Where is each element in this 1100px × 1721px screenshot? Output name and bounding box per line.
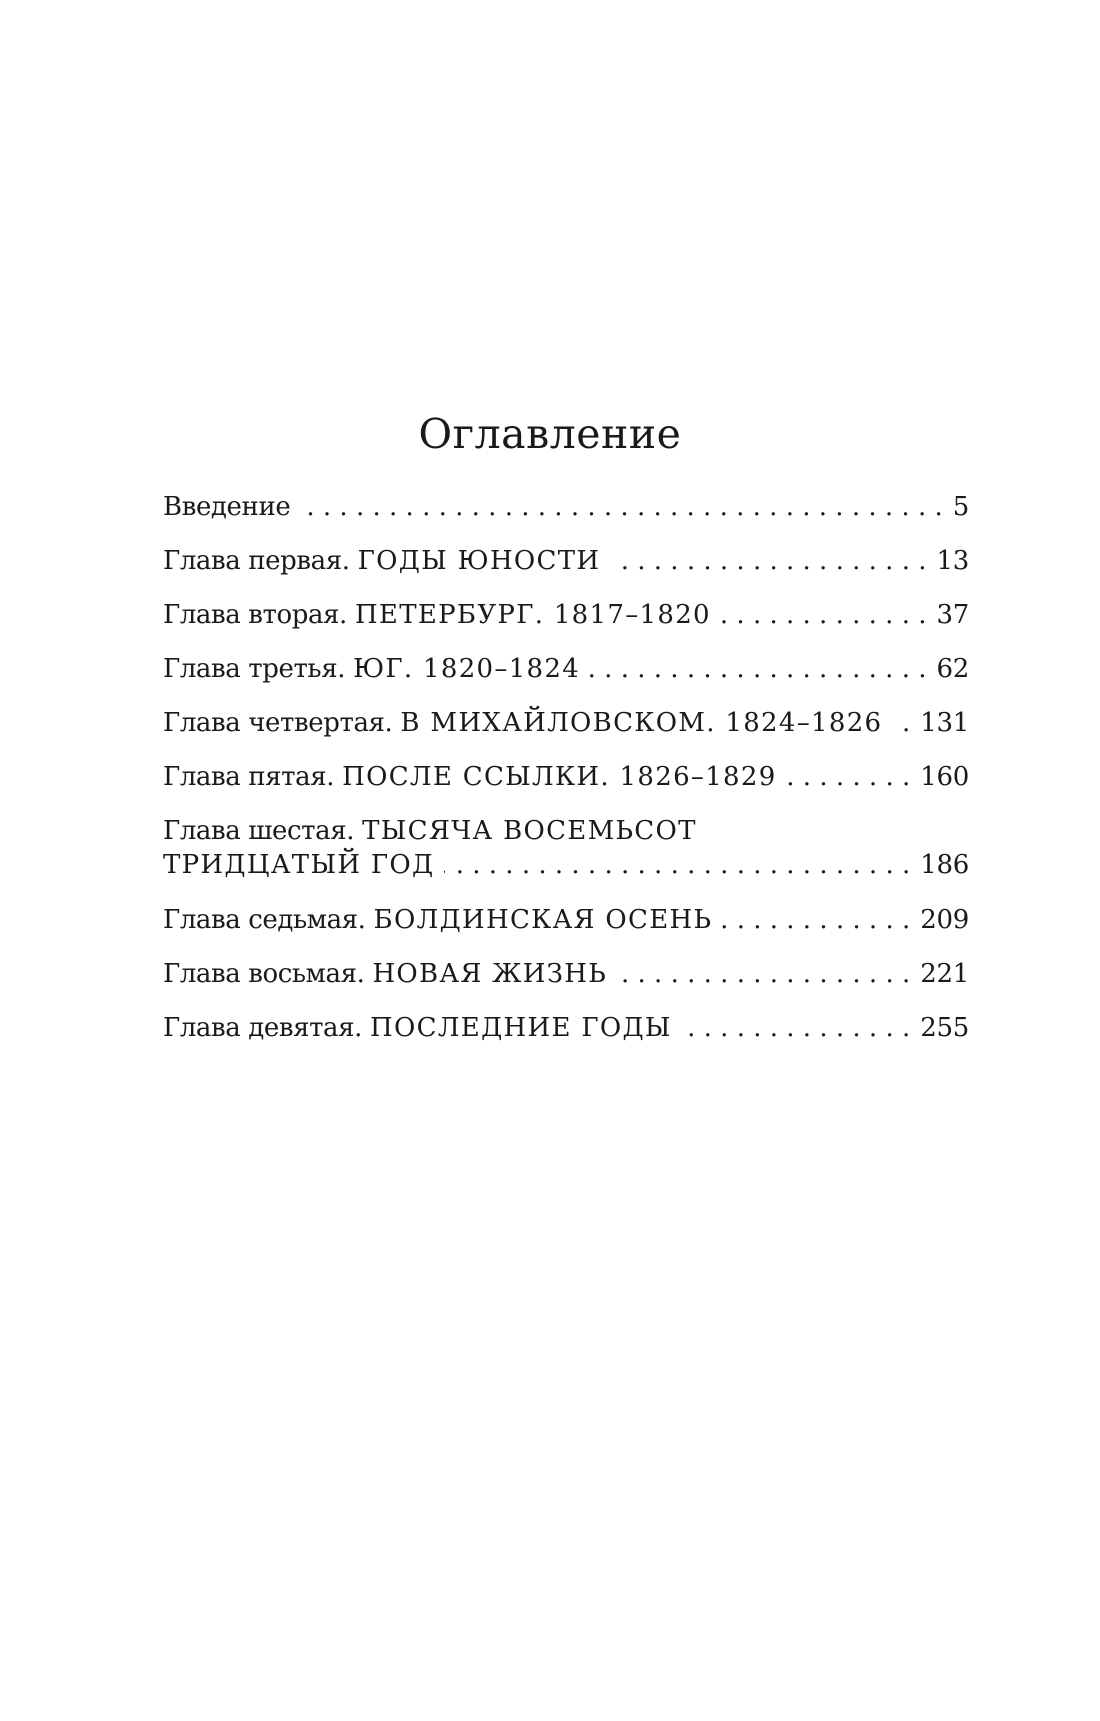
toc-page-number: 62 [936, 654, 969, 684]
toc-page-number: 186 [920, 850, 969, 880]
toc-entry-chapter-6 [163, 814, 969, 903]
toc-entry-label: Глава шестая. [163, 816, 355, 846]
toc-entry-title: ПОСЛЕДНИЕ ГОДЫ [370, 1013, 672, 1043]
dot-leader [590, 652, 926, 686]
toc-entry-title: ТЫСЯЧА ВОСЕМЬСОТ [362, 816, 697, 846]
toc-entry-title: ПОСЛЕ ССЫЛКИ. 1826–1829 [342, 762, 777, 792]
toc-page-number: 160 [920, 762, 969, 792]
toc-entry-title: В МИХАЙЛОВСКОМ. 1824–1826 [400, 708, 883, 738]
dot-leader [300, 490, 942, 524]
dot-leader [721, 598, 927, 632]
toc-entry-chapter-9 [163, 1011, 969, 1065]
toc-entry-label: Глава седьмая. [163, 905, 366, 935]
toc-entry-label: Глава четвертая. [163, 708, 393, 738]
dot-leader [617, 957, 910, 991]
toc-entry-title: НОВАЯ ЖИЗНЬ [372, 959, 608, 989]
toc-entry-chapter-7 [163, 903, 969, 957]
page-title: Оглавление [418, 410, 682, 458]
dot-leader [787, 760, 911, 794]
toc-entry-introduction [163, 490, 969, 544]
toc-entry-title: ЮГ. 1820–1824 [353, 654, 581, 684]
toc-entry-chapter-2 [163, 598, 969, 652]
toc-page-number: 13 [936, 546, 969, 576]
toc-entry-chapter-3 [163, 652, 969, 706]
toc-entry-label: Глава пятая. [163, 762, 335, 792]
dot-leader [682, 1011, 910, 1045]
toc-page-number: 5 [952, 492, 969, 522]
toc-entry-label: Глава девятая. [163, 1013, 363, 1043]
toc-page-number: 221 [920, 959, 969, 989]
toc-page-number: 131 [920, 708, 969, 738]
toc-entry-label: Глава восьмая. [163, 959, 365, 989]
dot-leader [610, 544, 926, 578]
dot-leader [892, 706, 910, 740]
table-of-contents [163, 490, 969, 1065]
toc-page-number: 255 [920, 1013, 969, 1043]
dot-leader [722, 903, 910, 937]
toc-entry-chapter-8 [163, 957, 969, 1011]
toc-entry-label: Введение [163, 492, 291, 522]
toc-entry-label: Глава третья. [163, 654, 346, 684]
toc-entry-title-continued: ТРИДЦАТЫЙ ГОД [163, 850, 435, 880]
toc-entry-title: БОЛДИНСКАЯ ОСЕНЬ [373, 905, 713, 935]
toc-entry-label: Глава вторая. [163, 600, 347, 630]
toc-entry-title: ГОДЫ ЮНОСТИ [357, 546, 601, 576]
toc-page-number: 209 [920, 905, 969, 935]
toc-entry-label: Глава первая. [163, 546, 350, 576]
toc-entry-chapter-5 [163, 760, 969, 814]
toc-page-number: 37 [936, 600, 969, 630]
toc-entry-chapter-1 [163, 544, 969, 598]
toc-entry-title: ПЕТЕРБУРГ. 1817–1820 [354, 600, 711, 630]
toc-entry-chapter-4 [163, 706, 969, 760]
dot-leader [444, 848, 910, 882]
